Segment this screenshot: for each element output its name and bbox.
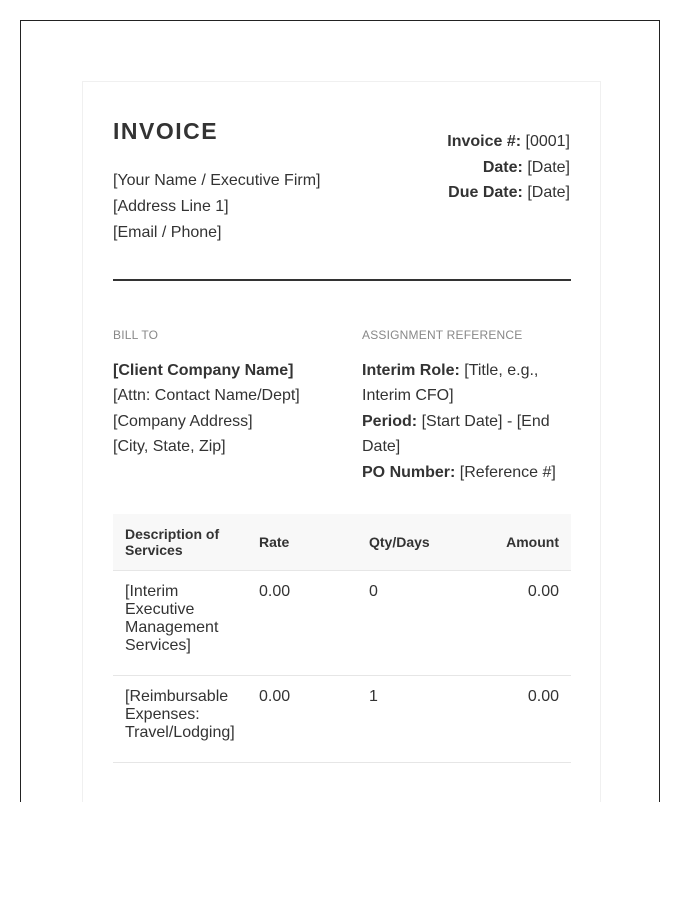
invoice-date-row: [447, 155, 570, 181]
interim-role-row: [362, 358, 572, 409]
header-amount: Amount: [493, 514, 571, 571]
bill-to-label: BILL TO: [113, 328, 159, 342]
table-header-row: [113, 514, 571, 571]
row-qty: 0: [357, 571, 493, 676]
header-rate: Rate: [247, 514, 357, 571]
invoice-title: INVOICE: [113, 118, 219, 144]
client-attn: [Attn: Contact Name/Dept]: [113, 387, 300, 404]
invoice-number-row: [447, 129, 570, 155]
po-number-row: [362, 460, 572, 486]
header-qty: Qty/Days: [357, 514, 493, 571]
period-value: [Start Date] - [End Date]: [362, 412, 550, 455]
bill-to-section: [113, 323, 328, 460]
invoice-number-label: Invoice #:: [447, 133, 522, 150]
invoice-meta: [447, 129, 570, 206]
client-address: [Company Address]: [113, 412, 253, 430]
period-label: Period:: [362, 412, 418, 430]
assignment-reference-section: [362, 323, 572, 485]
invoice-number-value: [0001]: [525, 133, 570, 150]
interim-role-value: [Title, e.g., Interim CFO]: [362, 361, 539, 404]
table-row: [113, 571, 571, 676]
row-qty: 1: [357, 676, 493, 763]
due-date-value: [Date]: [527, 184, 570, 201]
invoice-sheet: [82, 81, 601, 802]
client-city: [City, State, Zip]: [113, 438, 226, 455]
row-description: [Interim Executive Management Services]: [113, 571, 247, 676]
invoice-date-value: [Date]: [527, 158, 570, 176]
assignment-reference-label: ASSIGNMENT REFERENCE: [362, 328, 523, 342]
table-row: [113, 676, 571, 763]
header-divider: [113, 279, 571, 281]
sender-name: [Your Name / Executive Firm]: [113, 172, 321, 189]
sender-address: [Address Line 1]: [113, 198, 229, 215]
po-number-value: [Reference #]: [459, 463, 556, 481]
po-number-label: PO Number:: [362, 463, 456, 481]
sender-contact: [Email / Phone]: [113, 224, 222, 241]
period-row: [362, 409, 572, 460]
row-rate: 0.00: [247, 676, 357, 763]
row-amount: 0.00: [493, 676, 571, 763]
interim-role-label: Interim Role:: [362, 361, 460, 379]
services-table: [113, 514, 571, 763]
client-company-name: [Client Company Name]: [113, 361, 294, 379]
header-description: Description of Services: [113, 514, 247, 571]
invoice-date-label: Date:: [482, 158, 523, 176]
due-date-label: Due Date:: [448, 184, 523, 201]
row-amount: 0.00: [493, 571, 571, 676]
row-description: [Reimbursable Expenses: Travel/Lodging]: [113, 676, 247, 763]
document-page: [20, 20, 660, 802]
sender-details: [113, 168, 320, 246]
row-rate: 0.00: [247, 571, 357, 676]
due-date-row: [447, 180, 570, 206]
